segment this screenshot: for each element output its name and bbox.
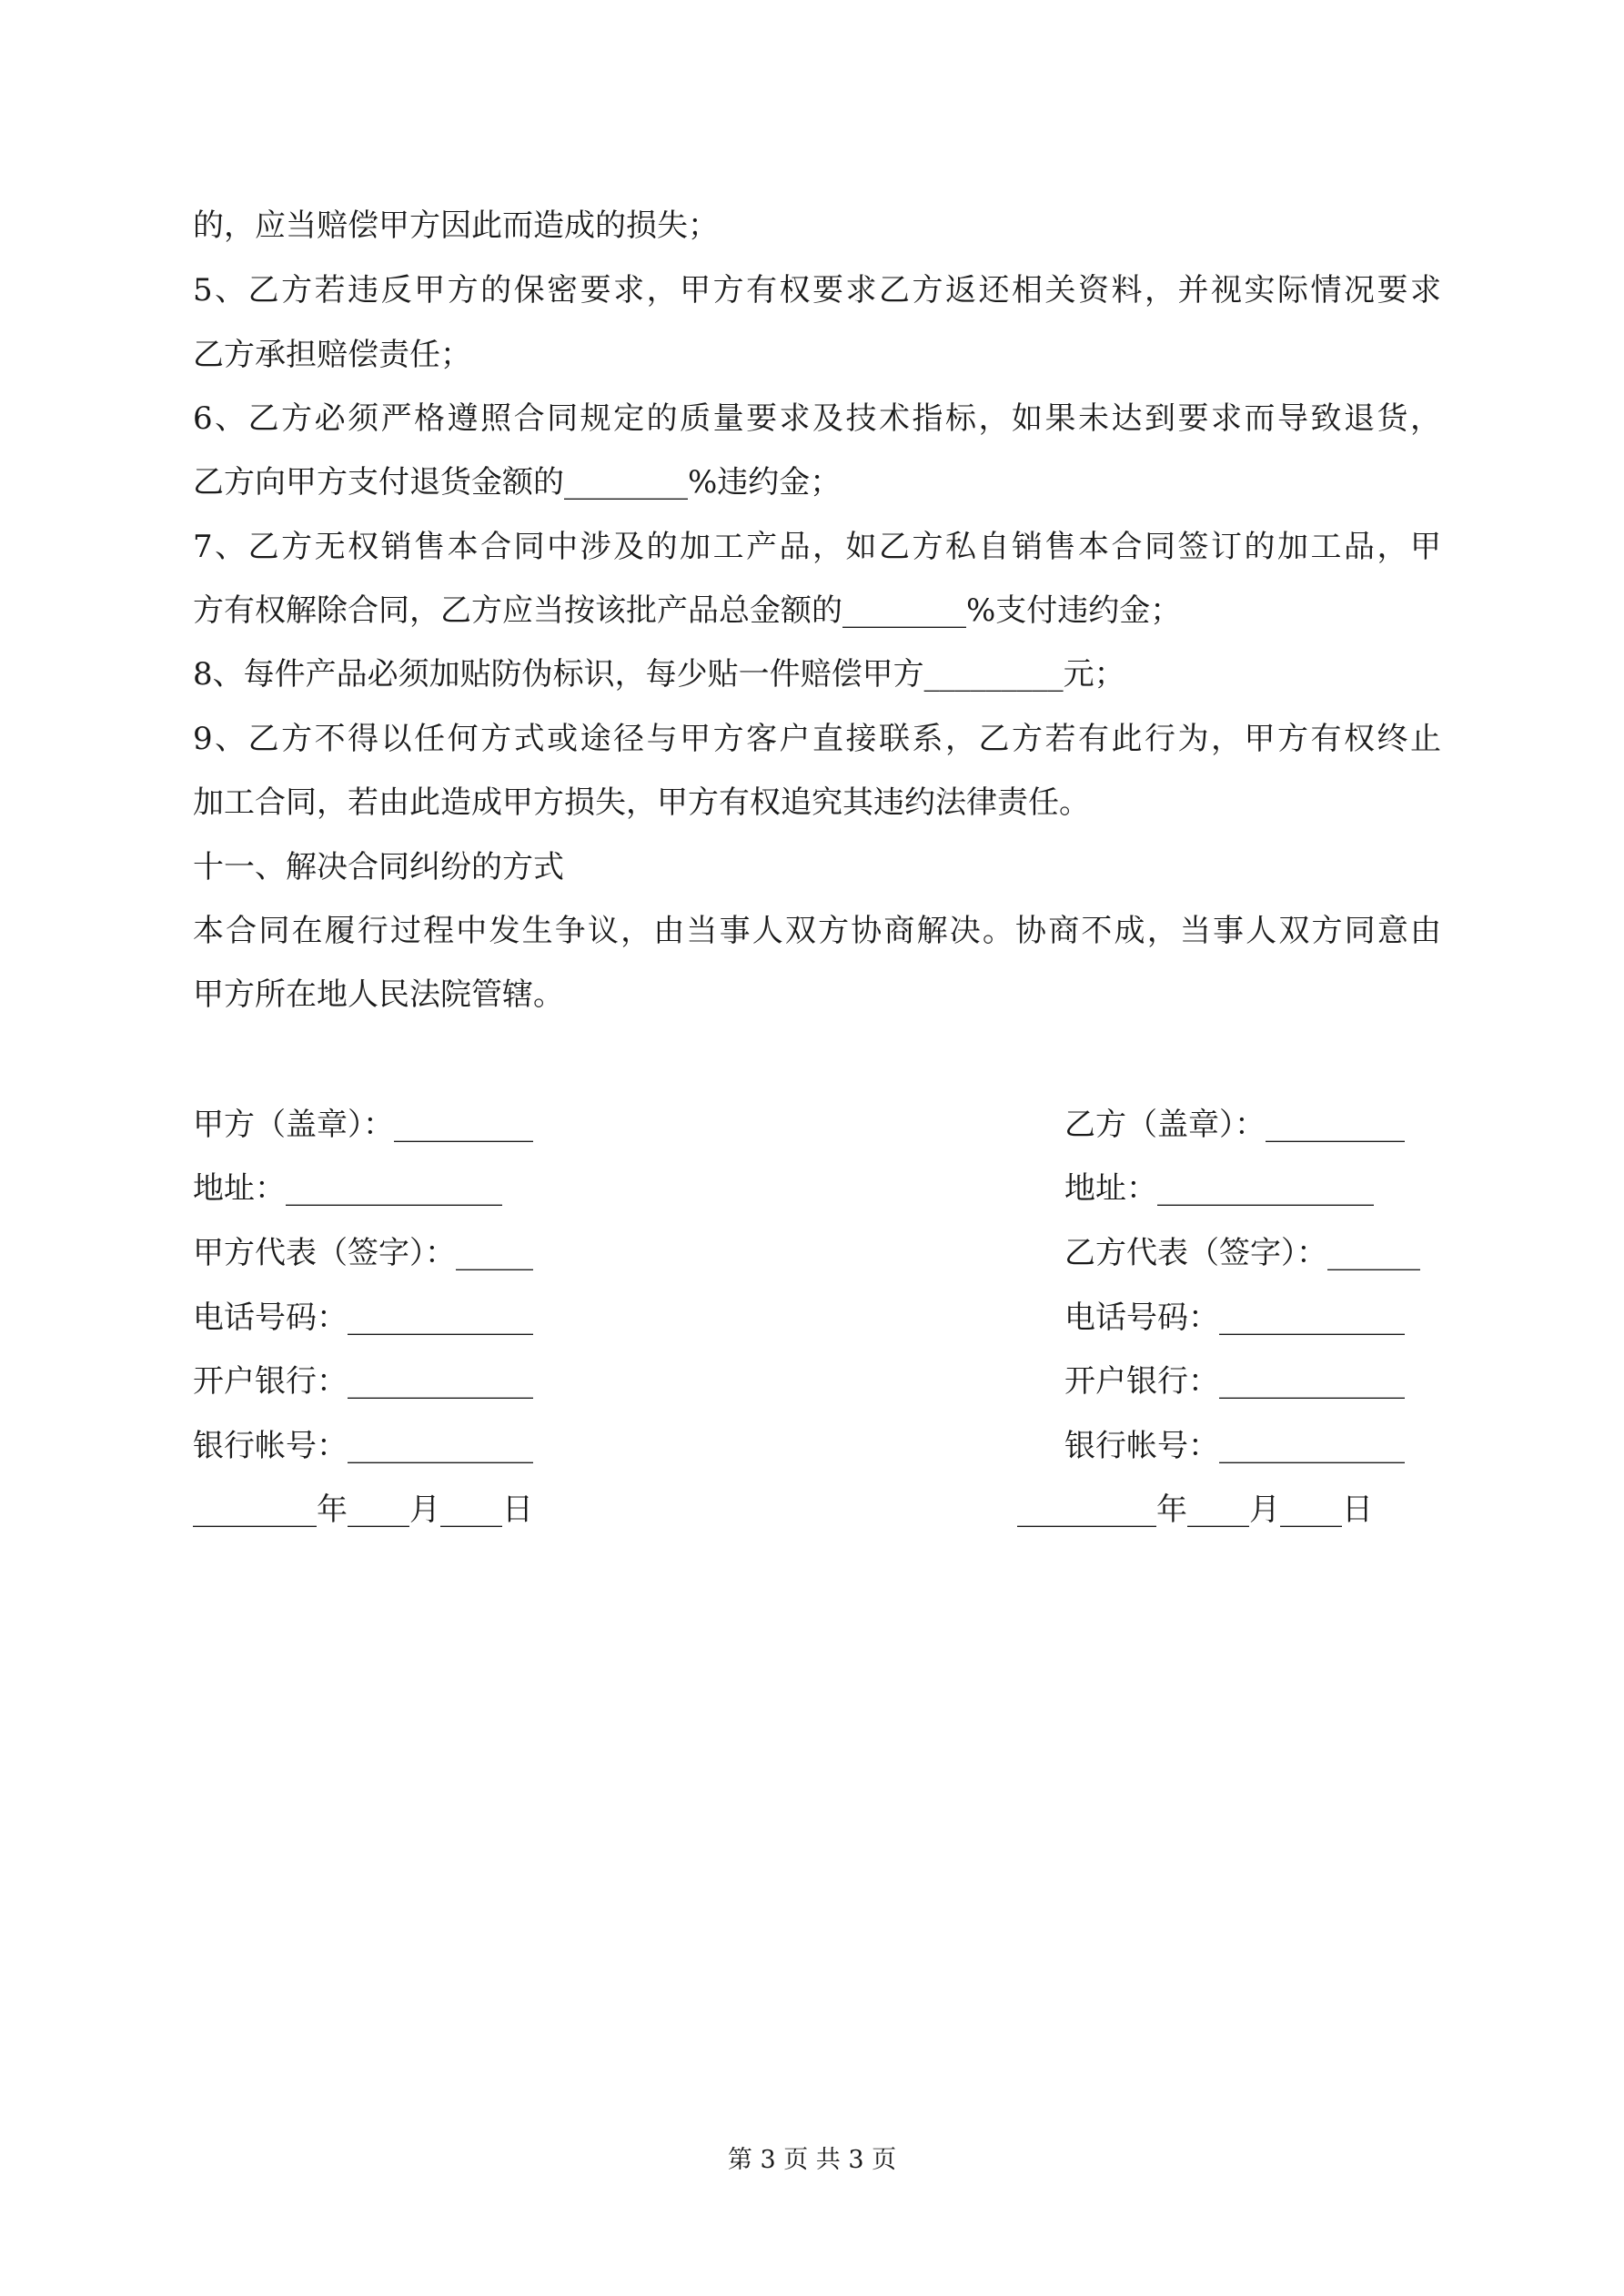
party-a-address-field: 地址：______________	[193, 1170, 502, 1207]
clause-line: 的，应当赔偿甲方因此而造成的损失；	[193, 207, 719, 244]
party-a-phone-field: 电话号码：____________	[193, 1300, 533, 1336]
party-b-address-field: 地址：______________	[1064, 1170, 1374, 1207]
party-b-date-field: _________年____月____日	[1017, 1492, 1373, 1528]
clause-5-line: 5、乙方若违反甲方的保密要求，甲方有权要求乙方返还相关资料，并视实际情况要求	[193, 272, 1441, 308]
party-b-representative-field: 乙方代表（签字）：______	[1064, 1235, 1420, 1271]
party-b-account-field: 银行帐号：____________	[1064, 1428, 1405, 1464]
section-heading: 十一、解决合同纠纷的方式	[193, 849, 564, 885]
party-b-bank-field: 开户银行：____________	[1064, 1363, 1405, 1400]
clause-line: 方有权解除合同，乙方应当按该批产品总金额的________%支付违约金；	[193, 592, 1182, 629]
clause-line: 乙方承担赔偿责任；	[193, 337, 471, 373]
clause-7-line: 7、乙方无权销售本合同中涉及的加工产品，如乙方私自销售本合同签订的加工品，甲	[193, 529, 1441, 565]
party-b-seal-field: 乙方（盖章）：_________	[1064, 1107, 1405, 1143]
clause-8-line: 8、每件产品必须加贴防伪标识，每少贴一件赔偿甲方_________元；	[193, 656, 1125, 693]
clause-line: 加工合同，若由此造成甲方损失，甲方有权追究其违约法律责任。	[193, 784, 1090, 821]
party-a-bank-field: 开户银行：____________	[193, 1363, 533, 1400]
party-a-account-field: 银行帐号：____________	[193, 1428, 533, 1464]
party-a-date-field: ________年____月____日	[193, 1492, 533, 1528]
dispute-clause-line: 甲方所在地人民法院管辖。	[193, 976, 564, 1013]
dispute-clause-line: 本合同在履行过程中发生争议，由当事人双方协商解决。协商不成，当事人双方同意由	[193, 913, 1441, 949]
party-b-phone-field: 电话号码：____________	[1064, 1300, 1405, 1336]
party-a-representative-field: 甲方代表（签字）：_____	[193, 1235, 533, 1271]
clause-6-line: 6、乙方必须严格遵照合同规定的质量要求及技术指标，如果未达到要求而导致退货，	[193, 400, 1441, 437]
clause-9-line: 9、乙方不得以任何方式或途径与甲方客户直接联系，乙方若有此行为，甲方有权终止	[193, 721, 1441, 757]
page-number: 第 3 页 共 3 页	[727, 2146, 897, 2174]
party-a-seal-field: 甲方（盖章）：_________	[193, 1107, 533, 1143]
clause-line: 乙方向甲方支付退货金额的________%违约金；	[193, 464, 842, 501]
